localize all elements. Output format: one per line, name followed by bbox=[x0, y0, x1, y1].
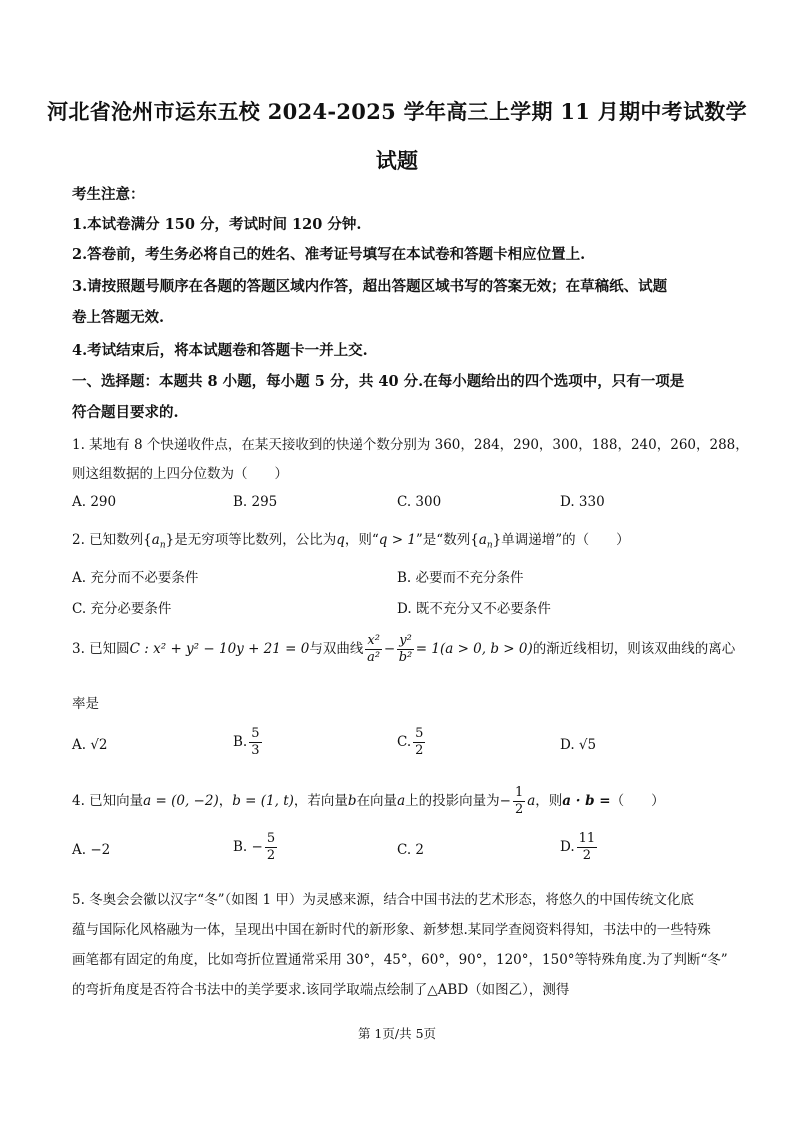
q2-option-b: B. 必要而不充分条件 bbox=[397, 570, 524, 586]
q3-option-c: C. $\frac{5}{2}$ bbox=[397, 726, 424, 758]
q1-option-c: C. 300 bbox=[397, 494, 442, 510]
q2-ratio: q bbox=[336, 532, 345, 548]
q3-post: 的渐近线相切，则该双曲线的离心 bbox=[532, 641, 736, 657]
q2-option-c: C. 充分必要条件 bbox=[72, 601, 172, 617]
q4-fraction: $\frac{1}{2}$ bbox=[514, 785, 524, 817]
section-heading-continued: 符合题目要求的. bbox=[72, 404, 179, 421]
question-1-text-continued: 则这组数据的上四分位数为（ ） bbox=[72, 466, 288, 482]
question-5-text-continued: 的弯折角度是否符合书法中的美学要求.该同学取端点绘制了△ABD（如图乙），测得 bbox=[72, 982, 570, 998]
notice-item: 4.考试结束后，将本试题卷和答题卡一并上交. bbox=[72, 342, 368, 359]
brace-open: { bbox=[143, 532, 152, 548]
page-footer: 第 1页/共 5页 bbox=[357, 1026, 437, 1041]
q3-option-a: A. √2 bbox=[72, 737, 108, 753]
q2-seq-sub: n bbox=[159, 540, 166, 551]
q2-seq-sub: n bbox=[486, 540, 493, 551]
question-5-text: 5. 冬奥会会徽以汉字“冬”（如图 1 甲）为灵感来源，结合中国书法的艺术形态，将悠久的中国传统文化底 bbox=[72, 892, 694, 908]
q3-circle-equation: C : x² + y² − 10y + 21 = 0 bbox=[129, 641, 310, 657]
question-2-text bbox=[72, 528, 630, 551]
question-1-text: 1. 某地有 8 个快递收件点，在某天接收到的快递个数分别为 360，284，290，300，188，240，260，288， bbox=[72, 437, 749, 453]
notice-item: 2.答卷前，考生务必将自己的姓名、准考证号填写在本试卷和答题卡相应位置上. bbox=[72, 246, 586, 263]
q1-option-d: D. 330 bbox=[560, 494, 605, 510]
section-heading: 一、选择题：本题共 8 小题，每小题 5 分，共 40 分.在每小题给出的四个选项中，只有一项是 bbox=[72, 373, 685, 390]
q3-hyperbola-rest: = 1(a > 0, b > 0) bbox=[415, 641, 533, 657]
notice-item: 3.请按照题号顺序在各题的答题区域内作答，超出答题区域书写的答案无效；在草稿纸、试题 bbox=[72, 278, 668, 295]
q4-option-d: D. $\frac{11}{2}$ bbox=[560, 831, 596, 863]
q2-seq-var: a bbox=[151, 532, 160, 548]
brace-close: } bbox=[165, 532, 175, 548]
q4-vector-a: a = (0, −2) bbox=[143, 793, 219, 809]
q2-mid1: 是无穷项等比数列，公比为 bbox=[174, 532, 337, 548]
question-5-text-continued: 画笔都有固定的角度，比如弯折位置通常采用 30°，45°，60°，90°，120°，150°等特殊角度.为了判断“冬” bbox=[72, 952, 728, 968]
q2-option-d: D. 既不充分又不必要条件 bbox=[397, 601, 551, 617]
q3-option-c-fraction: $\frac{5}{2}$ bbox=[415, 726, 424, 758]
page-title: 河北省沧州市运东五校 2024-2025 学年高三上学期 11 月期中考试数学 bbox=[47, 99, 747, 124]
q2-post: 单调递增”的（ ） bbox=[501, 532, 630, 548]
q4-option-c: C. 2 bbox=[397, 842, 425, 858]
q2-mid3: ”是“数列 bbox=[415, 532, 471, 548]
q3-fraction-y: $\frac{\text{y²}}{\text{b²}}$ bbox=[398, 633, 413, 665]
q1-option-b: B. 295 bbox=[233, 494, 278, 510]
question-4-text: 4. 已知向量a = (0, −2)，b = (1, t)，若向量b在向量a上的投影向量为− $\frac{1}{2}$ a，则a · b =（ ） bbox=[72, 785, 665, 817]
q2-option-a: A. 充分而不必要条件 bbox=[72, 570, 199, 586]
question-3-text-continued: 率是 bbox=[72, 696, 99, 712]
q4-option-d-fraction: $\frac{11}{2}$ bbox=[578, 831, 596, 863]
q3-pre: 3. 已知圆 bbox=[72, 641, 130, 657]
q3-fraction-x: $\frac{\text{x²}}{\text{a²}}$ bbox=[367, 633, 381, 665]
q4-option-a: A. −2 bbox=[72, 842, 111, 858]
q4-option-b-fraction: $\frac{5}{2}$ bbox=[266, 831, 276, 863]
brace-open: { bbox=[470, 532, 479, 548]
notice-item: 1.本试卷满分 150 分，考试时间 120 分钟. bbox=[72, 216, 362, 233]
q3-option-b: B. $\frac{5}{3}$ bbox=[233, 726, 260, 758]
page-title-continued: 试题 bbox=[375, 148, 419, 173]
q3-option-d: D. √5 bbox=[560, 737, 597, 753]
q1-option-a: A. 290 bbox=[72, 494, 117, 510]
q3-option-b-fraction: $\frac{5}{3}$ bbox=[251, 726, 260, 758]
question-3-text bbox=[72, 633, 735, 666]
q3-mid: 与双曲线 bbox=[309, 641, 364, 657]
brace-close: } bbox=[492, 532, 502, 548]
minus-sign: − bbox=[383, 641, 396, 657]
q4-option-b: B. − $\frac{5}{2}$ bbox=[233, 831, 276, 863]
q2-condition: q > 1 bbox=[378, 532, 416, 548]
notice-heading: 考生注意： bbox=[72, 186, 145, 203]
q2-seq-var: a bbox=[478, 532, 487, 548]
q2-pre: 2. 已知数列 bbox=[72, 532, 144, 548]
question-5-text-continued: 蕴与国际化风格融为一体，呈现出中国在新时代的新形象、新梦想.某同学查阅资料得知，书法中的一些特殊 bbox=[72, 922, 711, 938]
notice-item-continued: 卷上答题无效. bbox=[72, 309, 165, 326]
q4-vector-b: b = (1, t) bbox=[232, 793, 294, 809]
q2-mid2: ，则“ bbox=[344, 532, 379, 548]
q4-dot-product: a · b = bbox=[562, 793, 611, 809]
